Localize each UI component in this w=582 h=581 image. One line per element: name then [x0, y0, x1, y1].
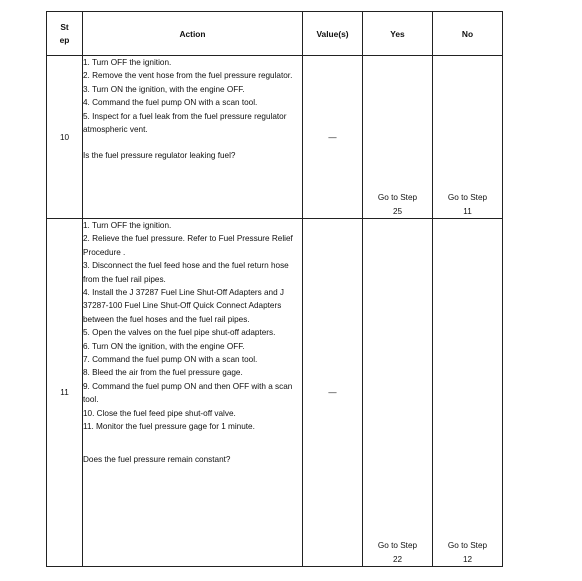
table-body [47, 56, 503, 567]
header-step [47, 12, 83, 56]
step-number: 10 [47, 56, 83, 219]
action-question: Does the fuel pressure remain constant? [83, 454, 231, 464]
action-item: 8. Bleed the air from the fuel pressure gage. [83, 368, 243, 378]
header-yes: Yes [363, 12, 433, 56]
action-item: 7. Command the fuel pump ON with a scan tool. [83, 355, 258, 365]
no-goto-step: 11 [463, 206, 472, 216]
action-cell [83, 219, 303, 567]
no-goto-label: Go to Step [447, 193, 488, 202]
action-item: 11. Monitor the fuel pressure gage for 1 minute. [83, 422, 255, 432]
action-item: 2. Relieve the fuel pressure. Refer to Fuel Pressure Relief Procedure . [83, 234, 293, 257]
yes-cell [363, 56, 433, 219]
table-row-step-10 [47, 56, 503, 219]
action-item: 5. Inspect for a fuel leak from the fuel pressure regulator atmospheric vent. [83, 111, 287, 135]
header-row [47, 12, 503, 56]
header-values: Value(s) [303, 12, 363, 56]
values-cell: — [303, 219, 363, 567]
no-goto-label: Go to Step [447, 541, 488, 550]
action-item: 2. Remove the vent hose from the fuel pressure regulator. [83, 71, 293, 81]
values-cell: — [303, 56, 363, 219]
no-cell [433, 56, 503, 219]
action-item: 3. Disconnect the fuel feed hose and the fuel return hose from the fuel rail pipes. [83, 261, 289, 284]
action-item: 5. Open the valves on the fuel pipe shut-off adapters. [83, 328, 276, 338]
action-item: 6. Turn ON the ignition, with the engine OFF. [83, 341, 245, 351]
action-item: 10. Close the fuel feed pipe shut-off valve. [83, 408, 236, 418]
yes-goto-step: 22 [392, 554, 403, 564]
table-row-step-11 [47, 219, 503, 567]
yes-goto-label: Go to Step [377, 541, 418, 550]
table-header [47, 12, 503, 56]
yes-goto-step: 25 [392, 206, 403, 216]
action-question: Is the fuel pressure regulator leaking fuel? [83, 151, 236, 161]
header-action: Action [83, 12, 303, 56]
header-no: No [433, 12, 503, 56]
action-item: 1. Turn OFF the ignition. [83, 221, 172, 230]
action-cell [83, 56, 303, 219]
yes-goto-label: Go to Step [377, 193, 418, 202]
action-item: 4. Install the J 37287 Fuel Line Shut-Off Adapters and J 37287-100 Fuel Line Shut-Off Quick Connect Adapters between the fuel hoses and the fuel rail pipes. [83, 288, 285, 324]
no-cell [433, 219, 503, 567]
yes-cell [363, 219, 433, 567]
diagnostic-procedure-table [46, 11, 503, 567]
action-item: 3. Turn ON the ignition, with the engine OFF. [83, 84, 245, 94]
action-item: 4. Command the fuel pump ON with a scan tool. [83, 98, 258, 108]
action-item: 9. Command the fuel pump ON and then OFF with a scan tool. [83, 381, 293, 405]
action-item: 1. Turn OFF the ignition. [83, 58, 172, 67]
step-number: 11 [47, 219, 83, 567]
header-step-line1: St [60, 21, 69, 32]
no-goto-step: 12 [462, 554, 473, 564]
header-step-line2: ep [59, 34, 70, 45]
